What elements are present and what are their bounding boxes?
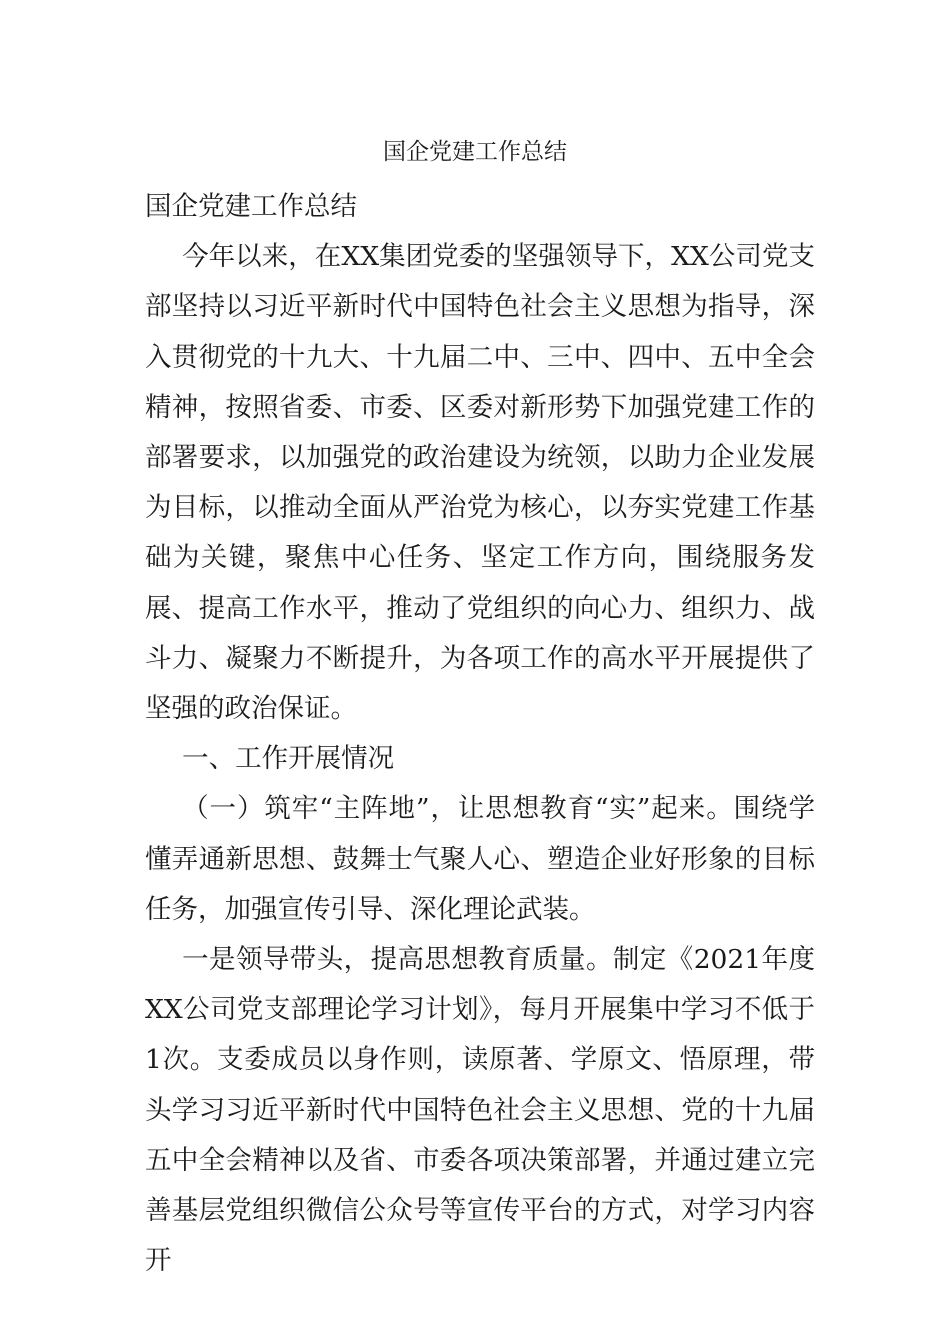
document-subtitle: 国企党建工作总结	[145, 191, 357, 222]
document-body	[145, 182, 815, 1286]
paragraph-intro: 今年以来，在XX集团党委的坚强领导下，XX公司党支部坚持以习近平新时代中国特色社会主义思想为指导，深入贯彻党的十九大、十九届二中、三中、四中、五中全会精神，按照省委、市委、区委对新形势下加强党建工作的部署要求，以加强党的政治建设为统领，以助力企业发展为目标，以推动全面从严治党为核心，以夯实党建工作基础为关键，聚焦中心任务、坚定工作方向，围绕服务发展、提高工作水平，推动了党组织的向心力、组织力、战斗力、凝聚力不断提升，为各项工作的高水平开展提供了坚强的政治保证。	[145, 241, 815, 725]
document-title: 国企党建工作总结	[383, 139, 567, 165]
paragraph-ideological-education: （一）筑牢“主阵地”，让思想教育“实”起来。围绕学懂弄通新思想、鼓舞士气聚人心、塑造企业好形象的目标任务，加强宣传引导、深化理论武装。	[145, 793, 815, 925]
section-heading-work-status: 一、工作开展情况	[182, 743, 395, 775]
paragraph-leadership: 一是领导带头，提高思想教育质量。制定《2021年度XX公司党支部理论学习计划》，每月开展集中学习不低于1次。支委成员以身作则，读原著、学原文、悟原理，带头学习习近平新时代中国特色社会主义思想、党的十九届五中全会精神以及省、市委各项决策部署，并通过建立完善基层党组织微信公众号等宣传平台的方式，对学习内容开	[145, 944, 815, 1277]
